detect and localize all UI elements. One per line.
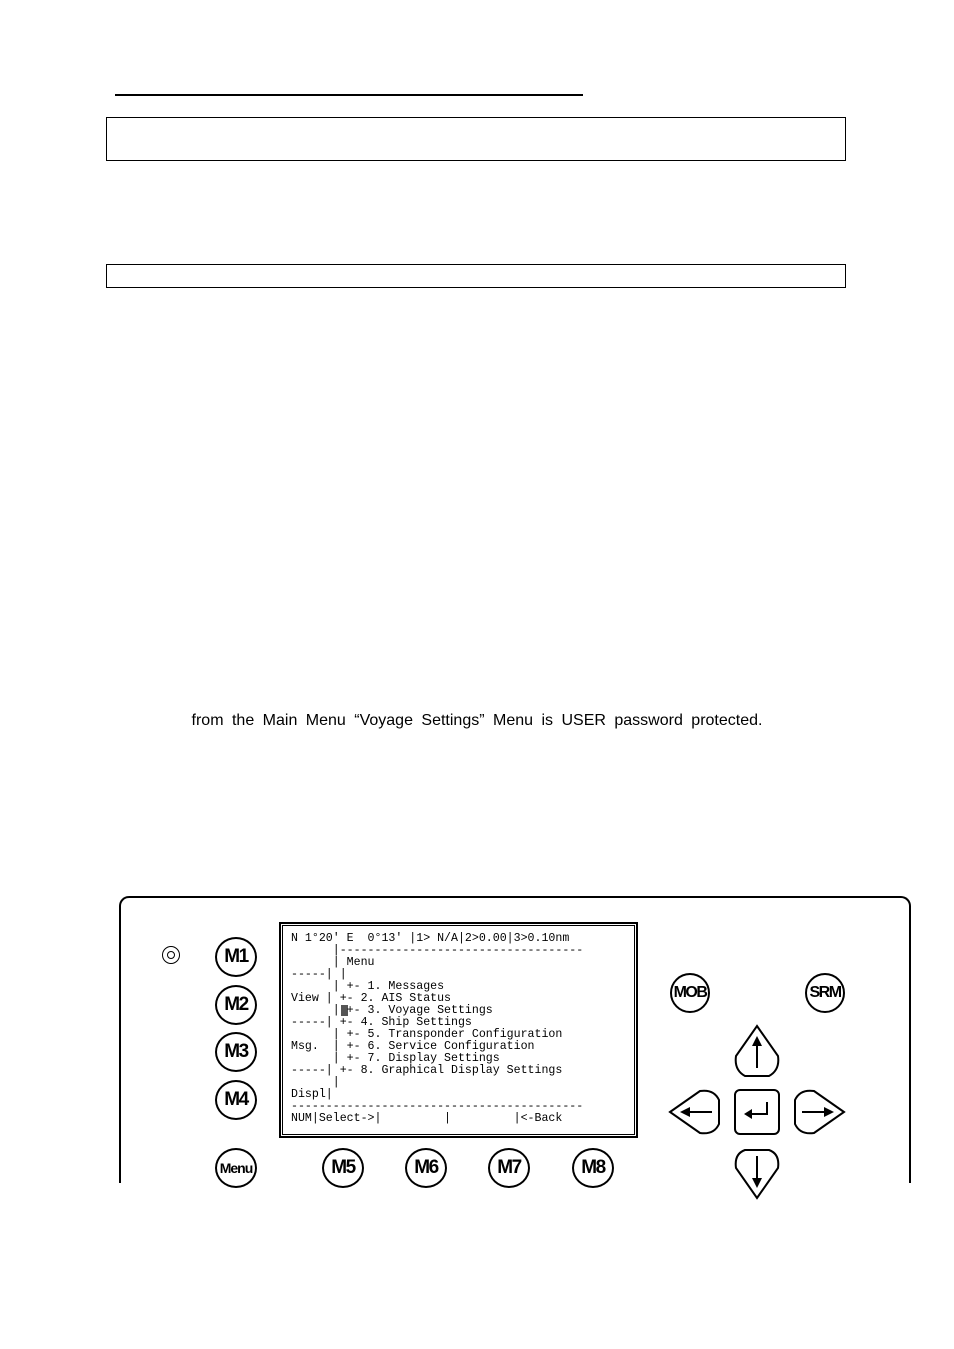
m6-button[interactable]: M6 <box>405 1148 447 1188</box>
m3-button[interactable]: M3 <box>215 1032 257 1072</box>
m4-button[interactable]: M4 <box>215 1080 257 1120</box>
arrow-down-icon[interactable] <box>733 1148 781 1200</box>
lcd-text: N 1°20' E 0°13' |1> N/A|2>0.00|3>0.10nm |----------------------------------- | Menu -----| | | +- 1. Messages View | +- 2. AIS Status | +- 3. Voyage Settings -----| +- 4. Ship Settings | +- 5. Transponder Configuration Msg. | +- 6. Service Configuration | +- 7. Display Settings -----| +- 8. Graphical Display Settings | Displ| ------------------------------------------ NUM|Select->| | |<-Back <box>291 932 584 1125</box>
body-paragraph: from the Main Menu “Voyage Settings” Menu is USER password protected. <box>191 712 763 729</box>
menu-item-display-settings[interactable]: | +- 7. Display Settings <box>291 1052 500 1065</box>
m5-button[interactable]: M5 <box>322 1148 364 1188</box>
m2-button[interactable]: M2 <box>215 985 257 1025</box>
note-box-bottom <box>106 264 846 288</box>
menu-item-voyage-settings[interactable]: | +- 3. Voyage Settings <box>291 1004 493 1017</box>
lcd-softkey-bar: NUM|Select->| | |<-Back <box>291 1112 563 1125</box>
menu-item-transponder-config[interactable]: | +- 5. Transponder Configuration <box>291 1028 563 1041</box>
arrow-left-icon[interactable] <box>668 1088 722 1136</box>
menu-item-ais-status[interactable]: View | +- 2. AIS Status <box>291 992 452 1005</box>
note-box-top <box>106 117 846 161</box>
srm-button[interactable]: SRM <box>805 973 845 1013</box>
m8-button[interactable]: M8 <box>572 1148 614 1188</box>
lcd-line-status: N 1°20' E 0°13' |1> N/A|2>0.00|3>0.10nm <box>291 932 570 945</box>
m7-button[interactable]: M7 <box>488 1148 530 1188</box>
menu-button[interactable]: Menu <box>215 1148 257 1188</box>
menu-item-service-config[interactable]: Msg. | +- 6. Service Configuration <box>291 1040 535 1053</box>
arrow-right-icon[interactable] <box>792 1088 846 1136</box>
menu-item-graphical-display[interactable]: -----| +- 8. Graphical Display Settings <box>291 1064 563 1077</box>
menu-item-messages[interactable]: | +- 1. Messages <box>291 980 445 993</box>
arrow-up-icon[interactable] <box>733 1024 781 1080</box>
m1-button[interactable]: M1 <box>215 937 257 977</box>
header-rule <box>115 94 583 96</box>
lcd-menu-title: | Menu <box>291 956 375 969</box>
enter-icon[interactable] <box>733 1088 781 1136</box>
mob-button[interactable]: MOB <box>670 973 710 1013</box>
menu-item-ship-settings[interactable]: -----| +- 4. Ship Settings <box>291 1016 472 1029</box>
